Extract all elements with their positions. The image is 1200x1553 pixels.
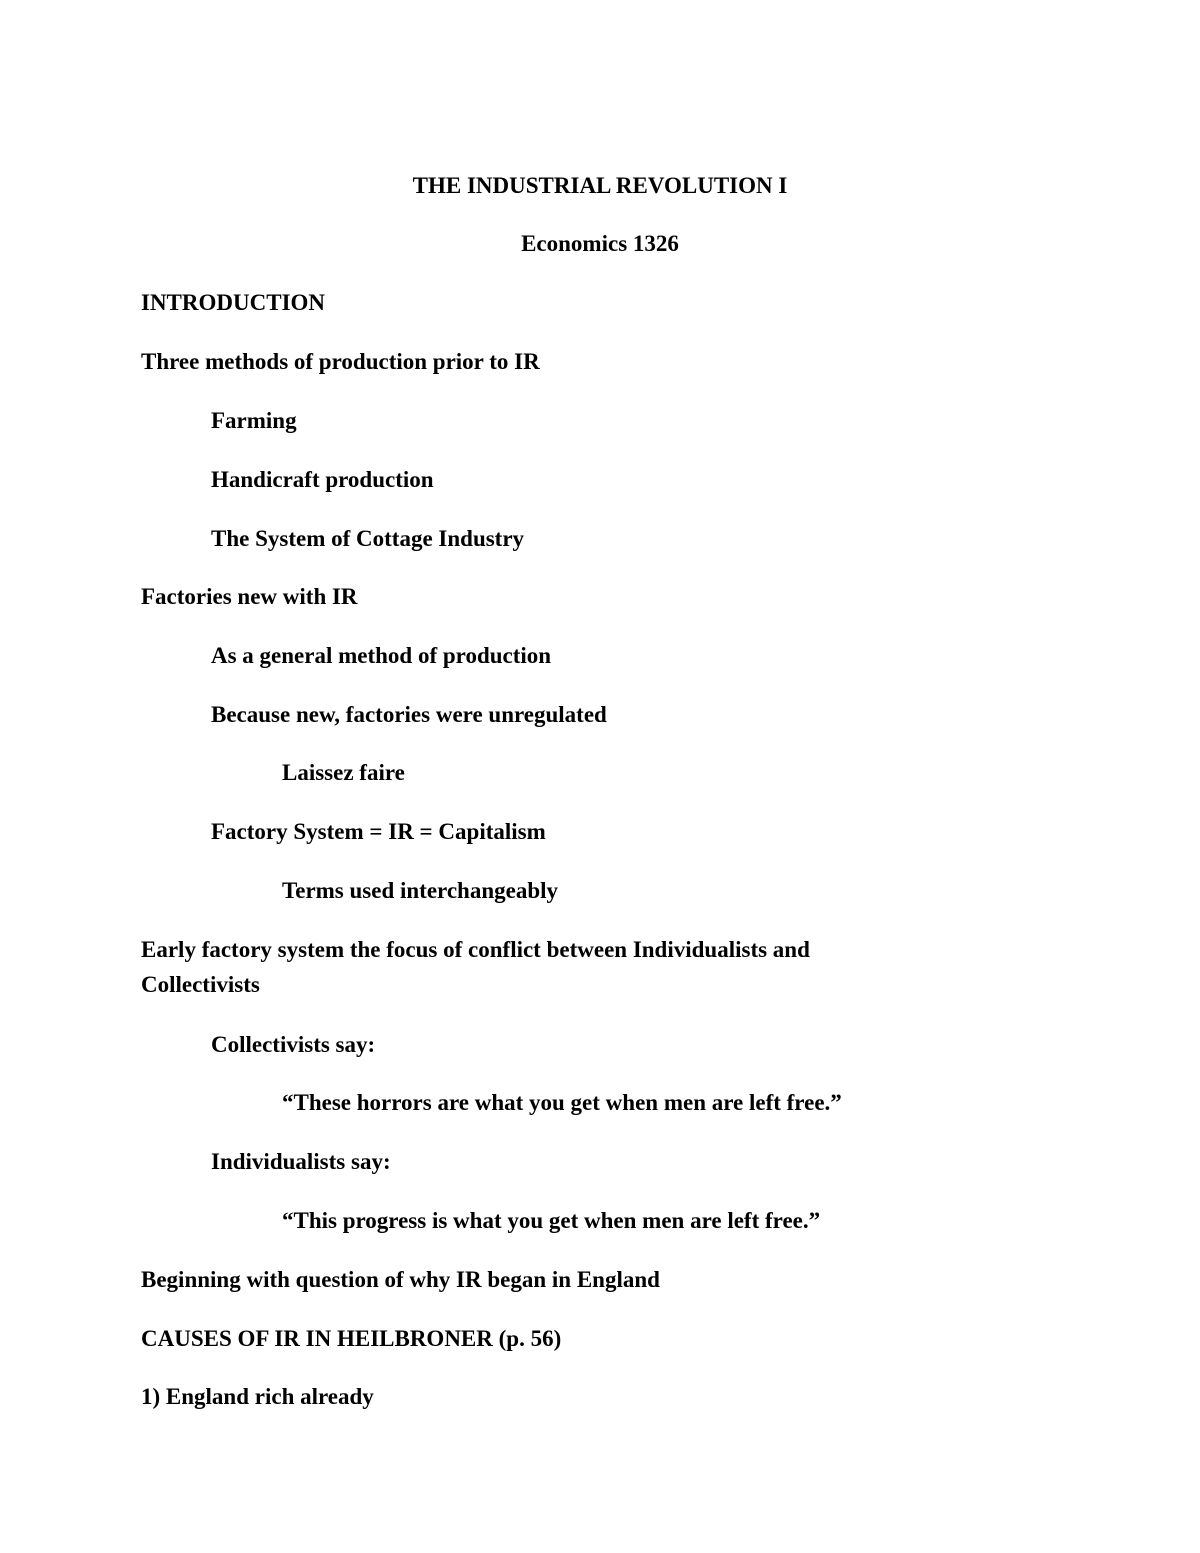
- outline-line: Terms used interchangeably: [282, 878, 559, 903]
- outline-line: Farming: [211, 408, 297, 433]
- section-heading-introduction: INTRODUCTION: [141, 290, 326, 315]
- outline-line: Individualists say:: [211, 1149, 391, 1174]
- outline-line: Handicraft production: [211, 467, 434, 492]
- quote-line: “This progress is what you get when men are left free.”: [282, 1208, 821, 1233]
- outline-line: Laissez faire: [282, 760, 405, 785]
- document-title: THE INDUSTRIAL REVOLUTION I: [412, 173, 788, 198]
- outline-line: Factories new with IR: [141, 584, 358, 609]
- outline-line: The System of Cottage Industry: [211, 526, 525, 551]
- course-label: Economics 1326: [521, 231, 679, 256]
- outline-line: Factory System = IR = Capitalism: [211, 819, 546, 844]
- section-heading-causes: CAUSES OF IR IN HEILBRONER (p. 56): [141, 1326, 562, 1351]
- outline-line: Beginning with question of why IR began in England: [141, 1267, 660, 1292]
- outline-line: Collectivists say:: [211, 1032, 376, 1057]
- outline-line: Three methods of production prior to IR: [141, 349, 540, 374]
- outline-line: 1) England rich already: [141, 1384, 374, 1409]
- outline-line: Collectivists: [141, 972, 260, 997]
- outline-line: As a general method of production: [211, 643, 552, 668]
- outline-line: Early factory system the focus of conflict between Individualists and: [141, 937, 810, 962]
- outline-line: Because new, factories were unregulated: [211, 702, 607, 727]
- quote-line: “These horrors are what you get when men are left free.”: [282, 1090, 842, 1115]
